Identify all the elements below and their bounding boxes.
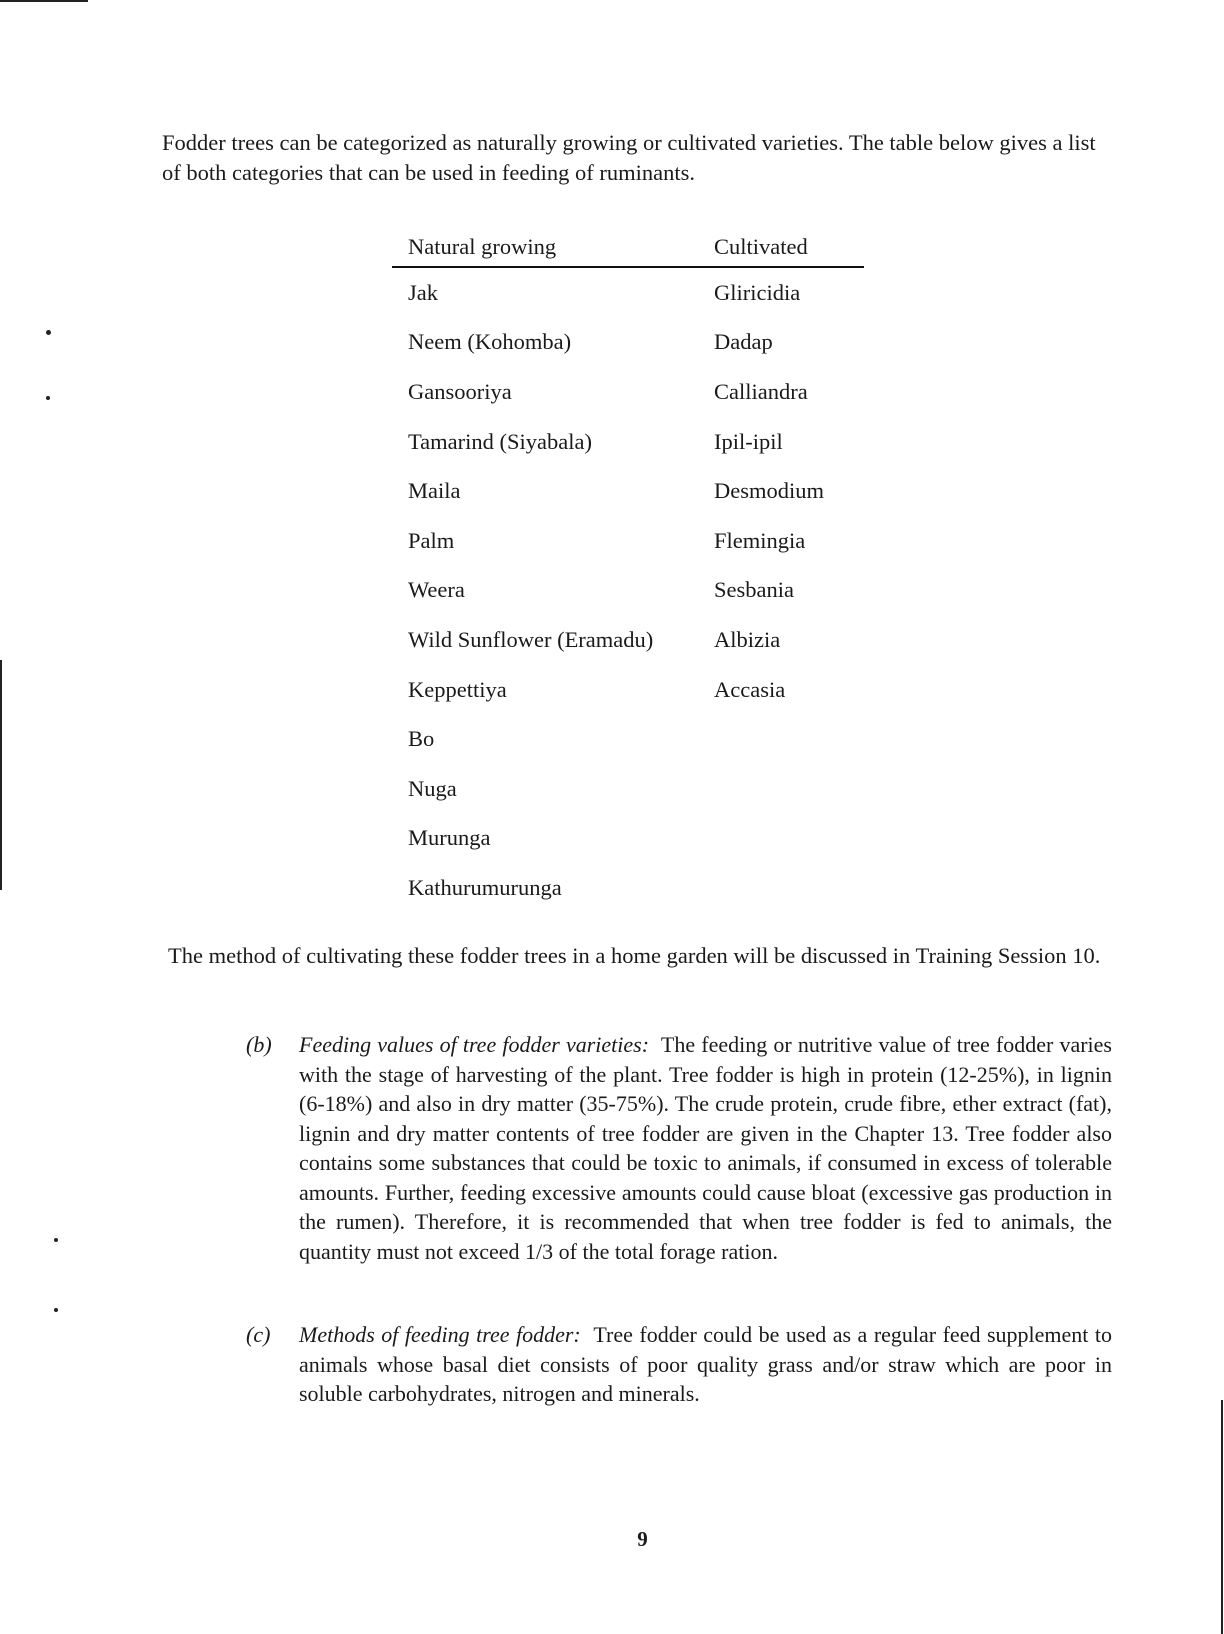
table-row — [392, 615, 864, 665]
item-marker: (c) — [246, 1322, 271, 1347]
natural-cell: Palm — [408, 527, 455, 553]
column-header-natural: Natural growing — [392, 230, 698, 267]
scan-dot — [46, 330, 51, 335]
table-row — [392, 466, 864, 516]
item-body — [299, 1030, 1112, 1266]
table-row — [392, 318, 864, 368]
natural-cell: Wild Sunflower (Eramadu) — [408, 626, 654, 652]
page-number: 9 — [637, 1527, 648, 1551]
scan-line-right-edge — [1221, 1400, 1223, 1634]
cultivated-cell: Sesbania — [714, 577, 794, 603]
cultivated-cell: Gliricidia — [714, 279, 801, 305]
table-row — [392, 417, 864, 467]
cultivated-cell — [698, 764, 864, 814]
natural-cell: Tamarind (Siyabala) — [408, 428, 592, 454]
table-row — [392, 367, 864, 417]
scan-dot — [54, 1308, 58, 1312]
natural-cell: Weera — [408, 577, 465, 603]
cultivated-cell: Desmodium — [714, 478, 824, 504]
item-heading: Feeding values of tree fodder varieties: — [299, 1032, 650, 1057]
list-item-b — [246, 1030, 1112, 1266]
item-text: The feeding or nutritive value of tree fodder varies with the stage of harvesting of the plant. Tree fodder is high in protein (12-25%), in lignin (6-18%) and also in dry matter (35-75%). The crude protein, crude fibre, ether extract (fat), lignin and dry matter contents of tree fodder are given in the Chapter 13. Tree fodder also contains some substances that could be toxic to animals, if consumed in excess of tolerable amounts. Further, feeding excessive amounts could cause bloat (excessive gas production in the rumen). Therefore, it is recommended that when tree fodder is fed to animals, the quantity must not exceed 1/3 of the total forage ration. — [299, 1032, 1112, 1264]
natural-cell: Maila — [408, 478, 461, 504]
list-item-c — [246, 1320, 1112, 1409]
table-row — [392, 516, 864, 566]
item-heading: Methods of feeding tree fodder: — [299, 1322, 581, 1347]
item-body — [299, 1320, 1112, 1409]
natural-cell: Jak — [408, 279, 438, 305]
scan-line-top-left — [0, 0, 88, 2]
table-row — [392, 714, 864, 764]
cultivated-cell — [698, 814, 864, 864]
natural-cell: Gansooriya — [408, 378, 512, 404]
cultivated-cell: Albizia — [714, 626, 781, 652]
cultivated-cell: Accasia — [714, 676, 786, 702]
cultivated-cell — [698, 863, 864, 913]
scan-line-left-edge — [0, 660, 2, 890]
cultivated-cell: Dadap — [714, 329, 773, 355]
scan-dot — [54, 1238, 58, 1242]
intro-paragraph: Fodder trees can be categorized as naturally growing or cultivated varieties. The table below gives a list of both categories that can be used in feeding of ruminants. — [162, 130, 1096, 185]
natural-cell: Bo — [408, 726, 435, 752]
cultivated-cell: Ipil-ipil — [714, 428, 783, 454]
natural-cell: Neem (Kohomba) — [408, 329, 572, 355]
item-marker: (b) — [246, 1032, 272, 1057]
natural-cell: Keppettiya — [408, 676, 507, 702]
item-text: Tree fodder could be used as a regular feed supplement to animals whose basal diet consists of poor quality grass and/or straw which are poor in soluble carbohydrates, nitrogen and minerals. — [299, 1322, 1112, 1406]
table-row — [392, 814, 864, 864]
natural-cell: Nuga — [408, 775, 457, 801]
natural-cell: Murunga — [408, 825, 491, 851]
cultivated-cell: Calliandra — [714, 378, 808, 404]
fodder-tree-table — [392, 230, 864, 913]
table-row — [392, 267, 864, 318]
cultivated-cell: Flemingia — [714, 527, 806, 553]
table-row — [392, 863, 864, 913]
column-header-cultivated: Cultivated — [698, 230, 864, 267]
table-row — [392, 665, 864, 715]
method-paragraph: The method of cultivating these fodder trees in a home garden will be discussed in Training Session 10. — [168, 943, 1101, 968]
scan-dot — [46, 396, 50, 400]
table-header-row — [392, 230, 864, 267]
natural-cell: Kathurumurunga — [408, 874, 562, 900]
cultivated-cell — [698, 714, 864, 764]
table-row — [392, 764, 864, 814]
table-row — [392, 566, 864, 616]
